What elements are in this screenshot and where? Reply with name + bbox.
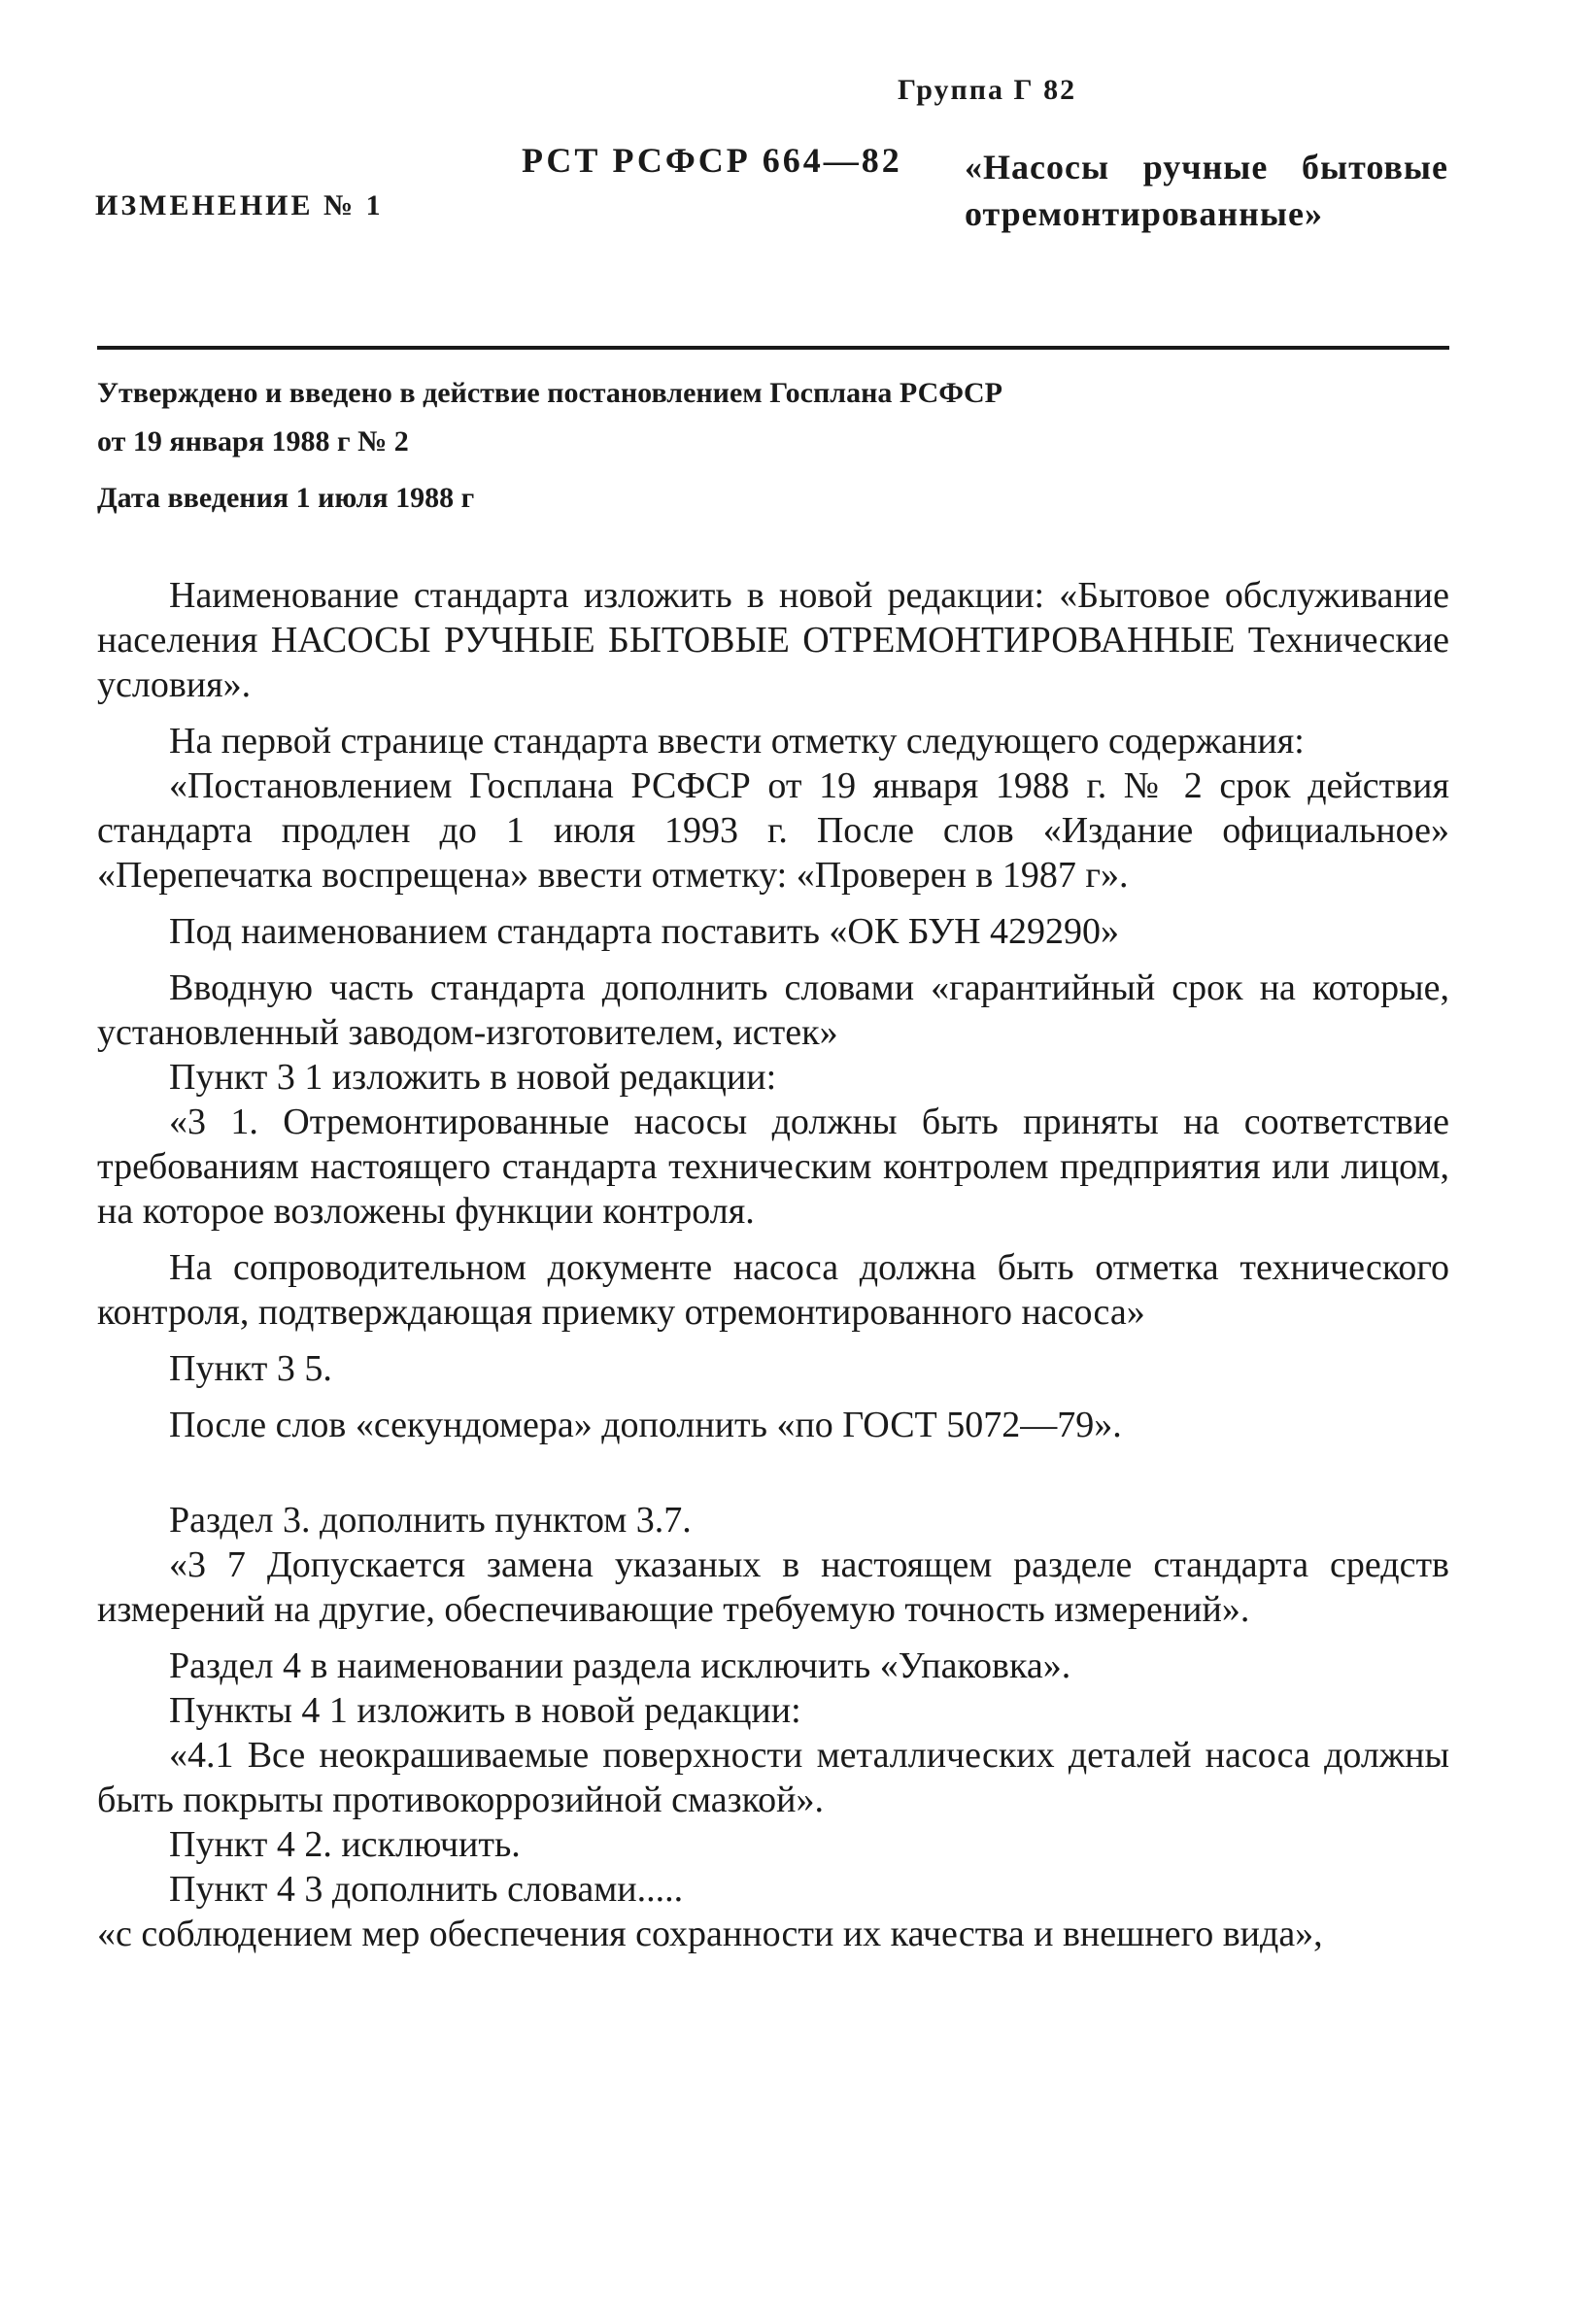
approval-line: Утверждено и введено в действие постановлением Госплана РСФСР [97, 377, 1002, 409]
paragraph: Пункт 4 3 дополнить словами..... [169, 1869, 684, 1910]
paragraph: «4.1 Все неокрашиваемые поверхности металлических деталей насоса должны быть покрыты противокоррозийной смазкой». [97, 1735, 1449, 1820]
paragraph: Под наименованием стандарта поставить «ОК БУН 429290» [169, 911, 1120, 952]
paragraph: Пункт 3 5. [169, 1348, 332, 1389]
paragraph: Раздел 4 в наименовании раздела исключить «Упаковка». [169, 1645, 1071, 1686]
standard-title: «Насосы ручные бытовые отремонтированные» [965, 148, 1448, 233]
paragraph: Пункты 4 1 изложить в новой редакции: [169, 1690, 801, 1731]
paragraph: «3 7 Допускается замена указаных в настоящем разделе стандарта средств измерений на другие, обеспечивающие требуемую точность измерений». [97, 1544, 1449, 1630]
paragraph: «Постановлением Госплана РСФСР от 19 января 1988 г. № 2 срок действия стандарта продлен до 1 июля 1993 г. После слов «Издание официальное» «Перепечатка воспрещена» ввести отметку: «Проверен в 1987 г». [97, 765, 1449, 896]
paragraph: Вводную часть стандарта дополнить словами «гарантийный срок на которые, установленный заводом-изготовителем, истек» [97, 967, 1449, 1053]
paragraph: «3 1. Отремонтированные насосы должны быть приняты на соответствие требованиям настоящего стандарта техническим контролем предприятия или лицом, на которое возложены функции контроля. [97, 1102, 1449, 1232]
paragraph: На сопроводительном документе насоса должна быть отметка технического контроля, подтверждающая приемку отремонтированного насоса» [97, 1247, 1449, 1333]
change-number: ИЗМЕНЕНИЕ № 1 [95, 189, 384, 221]
standard-code: РСТ РСФСР 664—82 [522, 141, 902, 180]
paragraph: «с соблюдением мер обеспечения сохранности их качества и внешнего вида», [97, 1914, 1323, 1954]
paragraph: Пункт 4 2. исключить. [169, 1824, 521, 1865]
introduction-date: Дата введения 1 июля 1988 г [97, 482, 475, 514]
approval-block [97, 369, 1360, 523]
approval-date-line: от 19 января 1988 г № 2 [97, 425, 409, 458]
paragraph: Раздел 3. дополнить пунктом 3.7. [169, 1500, 692, 1541]
group-label: Группа Г 82 [898, 74, 1077, 106]
paragraph: После слов «секундомера» дополнить «по ГОСТ 5072—79». [169, 1405, 1122, 1445]
header-divider [97, 346, 1449, 350]
paragraph: На первой странице стандарта ввести отметку следующего содержания: [169, 721, 1305, 762]
amendment-text [97, 573, 1449, 1956]
paragraph: Наименование стандарта изложить в новой редакции: «Бытовое обслуживание населения НАСОСЫ РУЧНЫЕ БЫТОВЫЕ ОТРЕМОНТИРОВАННЫЕ Технические условия». [97, 575, 1449, 705]
paragraph: Пункт 3 1 изложить в новой редакции: [169, 1057, 777, 1098]
